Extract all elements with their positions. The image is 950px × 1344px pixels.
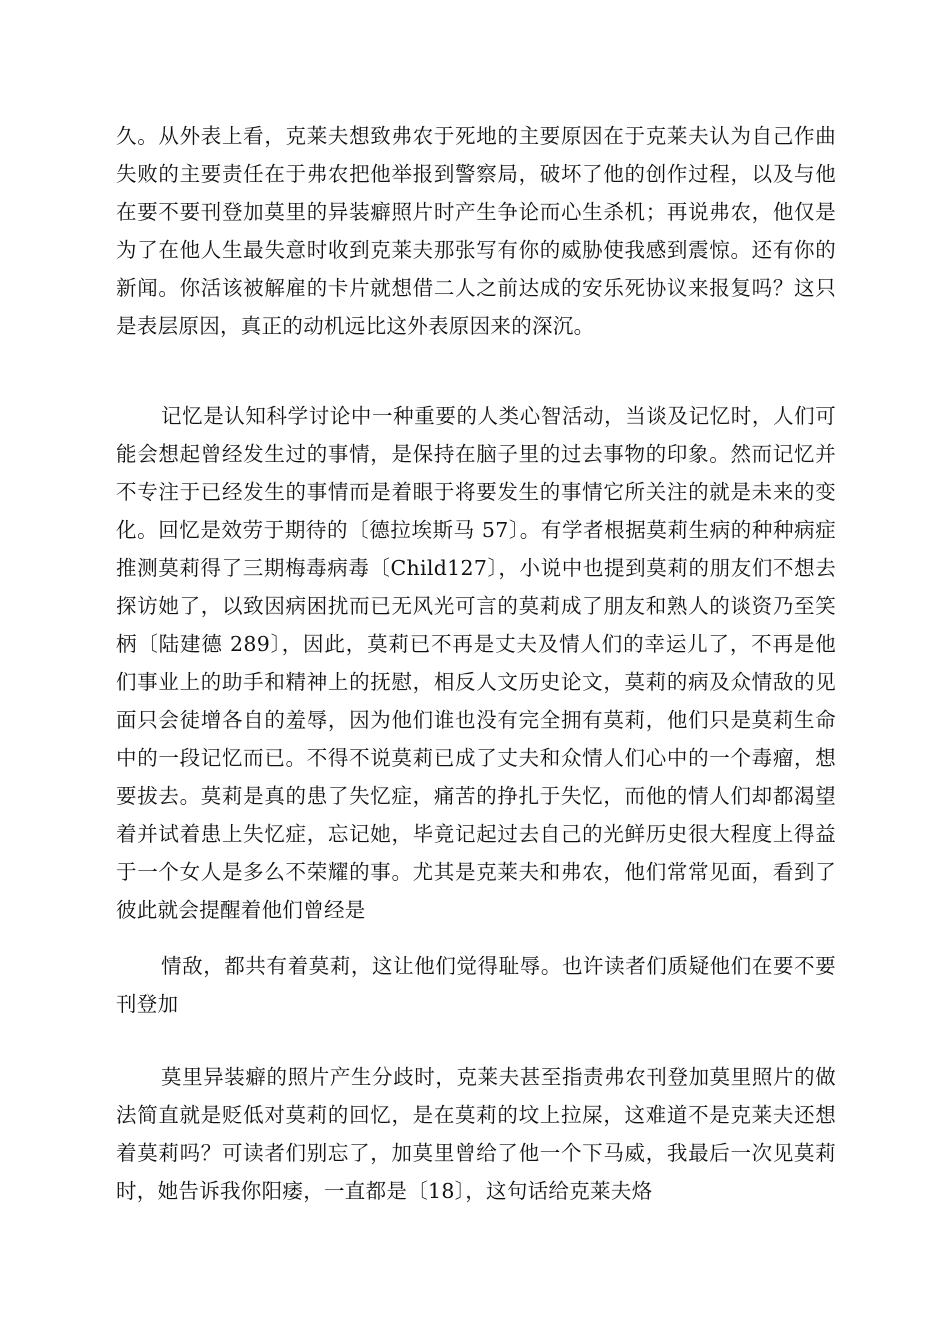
paragraph-4: 莫里异装癖的照片产生分歧时，克莱夫甚至指责弗农刊登加莫里照片的做法简直就是贬低对莫莉的回忆，是在莫莉的坟上拉屎，这难道不是克莱夫还想着莫莉吗？可读者们别忘了，加莫里曾给了他一个下马威，我最后一次见莫莉时，她告诉我你阳痿，一直都是〔18〕，这句话给克莱夫烙 <box>116 1065 836 1203</box>
paragraph-1: 久。从外表上看，克莱夫想致弗农于死地的主要原因在于克莱夫认为自己作曲失败的主要责任在于弗农把他举报到警察局，破坏了他的创作过程，以及与他在要不要刊登加莫里的异装癖照片时产生争论而心生杀机；再说弗农，他仅是为了在他人生最失意时收到克莱夫那张写有你的威胁使我感到震惊。还有你的新闻。你活该被解雇的卡片就想借二人之前达成的安乐死协议来报复吗？这只是表层原因，真正的动机远比这外表原因来的深沉。 <box>116 124 836 338</box>
paragraph-2: 记忆是认知科学讨论中一种重要的人类心智活动，当谈及记忆时，人们可能会想起曾经发生过的事情，是保持在脑子里的过去事物的印象。然而记忆并不专注于已经发生的事情而是着眼于将要发生的事情它所关注的就是未来的变化。回忆是效劳于期待的〔德拉埃斯马 57〕。有学者根据莫莉生病的种种病症推测莫莉得了三期梅毒病毒〔Child127〕，小说中也提到莫莉的朋友们不想去探访她了，以致因病困扰而已无风光可言的莫莉成了朋友和熟人的谈资乃至笑柄〔陆建德 289〕，因此，莫莉已不再是丈夫及情人们的幸运儿了，不再是他们事业上的助手和精神上的抚慰，相反人文历史论文，莫莉的病及众情敌的见面只会徒增各自的羞辱，因为他们谁也没有完全拥有莫莉，他们只是莫莉生命中的一段记忆而已。不得不说莫莉已成了丈夫和众情人们心中的一个毒瘤，想要拔去。莫莉是真的患了失忆症，痛苦的挣扎于失忆，而他的情人们却都渴望着并试着患上失忆症，忘记她，毕竟记起过去自己的光鲜历史很大程度上得益于一个女人是多么不荣耀的事。尤其是克莱夫和弗农，他们常常见面，看到了彼此就会提醒着他们曾经是 <box>116 404 836 922</box>
paragraph-3: 情敌，都共有着莫莉，这让他们觉得耻辱。也许读者们质疑他们在要不要刊登加 <box>116 954 836 1016</box>
